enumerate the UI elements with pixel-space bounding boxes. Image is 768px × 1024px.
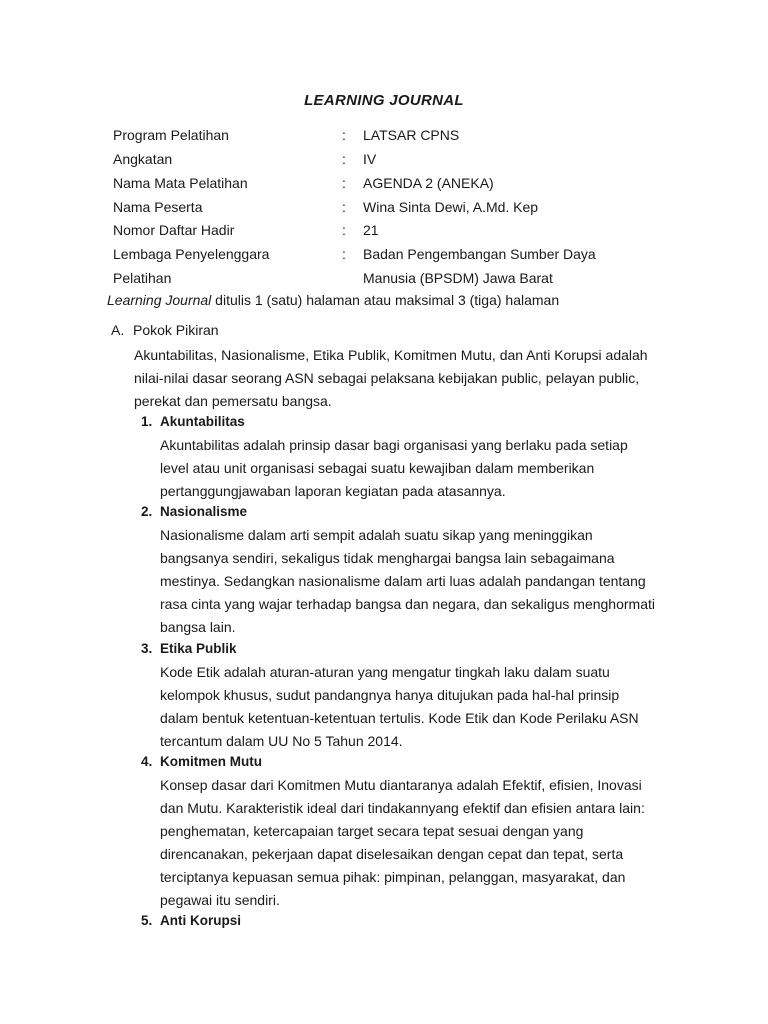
info-value: IV [363,151,377,167]
info-label: Program Pelatihan [113,127,229,143]
item-title: Akuntabilitas [160,414,245,429]
info-colon: : [342,199,346,215]
note-rest: ditulis 1 (satu) halaman atau maksimal 3 (tiga) halaman [211,292,560,308]
item-heading [141,504,247,519]
item-number: 2. [141,504,153,519]
item-title: Anti Korupsi [160,913,241,928]
info-value: LATSAR CPNS [363,127,460,143]
info-colon: : [342,175,346,191]
item-heading [141,913,241,928]
item-title: Nasionalisme [160,504,248,519]
info-label: Nama Peserta [113,199,203,215]
info-colon: : [342,222,346,238]
item-body: Akuntabilitas adalah prinsip dasar bagi organisasi yang berlaku pada setiap level atau unit organisasi sebagai suatu kewajiban dalam memberikan pertanggungjawaban laporan kegiatan pada atasannya. [160,437,628,499]
item-title: Komitmen Mutu [160,754,262,769]
info-value: Manusia (BPSDM) Jawa Barat [363,270,553,286]
info-value: Badan Pengembangan Sumber Daya [363,246,596,262]
item-title: Etika Publik [160,641,237,656]
item-body: Kode Etik adalah aturan-aturan yang mengatur tingkah laku dalam suatu kelompok khusus, sudut pandangnya hanya ditujukan pada hal-hal prinsip dalam bentuk ketentuan-ketentuan tertulis. Kode Etik dan Kode Perilaku ASN tercantum dalam UU No 5 Tahun 2014. [160,664,639,749]
note-italic: Learning Journal [107,292,212,308]
info-value: 21 [363,222,379,238]
item-number: 5. [141,913,153,928]
item-number: 3. [141,641,153,656]
length-note [107,292,559,308]
item-number: 1. [141,414,153,429]
item-body: Konsep dasar dari Komitmen Mutu diantaranya adalah Efektif, efisien, Inovasi dan Mutu. Karakteristik ideal dari tindakannyang efektif dan efisien antara lain: penghematan, ketercapaian target secara tepat sesuai dengan yang direncanakan, pekerjaan dapat diselesaikan dengan cepat dan tepat, serta terciptanya kepuasan semua pihak: pimpinan, pelanggan, masyarakat, dan pegawai itu sendiri. [160,777,645,908]
info-value: Wina Sinta Dewi, A.Md. Kep [363,199,539,215]
item-heading [141,641,237,656]
info-label: Nama Mata Pelatihan [113,175,248,191]
section-heading [111,322,219,338]
section-intro: Akuntabilitas, Nasionalisme, Etika Publik, Komitmen Mutu, dan Anti Korupsi adalah nilai-nilai dasar seorang ASN sebagai pelaksana kebijakan public, pelayan public, perekat dan pemersatu bangsa. [134,347,648,409]
info-colon: : [342,246,346,262]
info-colon: : [342,151,346,167]
info-colon: : [342,127,346,143]
info-value: AGENDA 2 (ANEKA) [363,175,494,191]
item-body: Nasionalisme dalam arti sempit adalah suatu sikap yang meninggikan bangsanya sendiri, sekaligus tidak menghargai bangsa lain sebagaimana mestinya. Sedangkan nasionalisme dalam arti luas adalah pandangan tentang rasa cinta yang wajar terhadap bangsa dan negara, dan sekaligus menghormati bangsa lain. [160,527,655,635]
section-letter: A. [111,322,125,338]
info-label: Angkatan [113,151,173,167]
item-number: 4. [141,754,153,769]
info-label: Pelatihan [113,270,172,286]
item-heading [141,754,262,769]
info-label: Nomor Daftar Hadir [113,222,235,238]
info-label: Lembaga Penyelenggara [113,246,270,262]
document-title: LEARNING JOURNAL [304,92,464,109]
section-title: Pokok Pikiran [133,322,219,338]
item-heading [141,414,245,429]
